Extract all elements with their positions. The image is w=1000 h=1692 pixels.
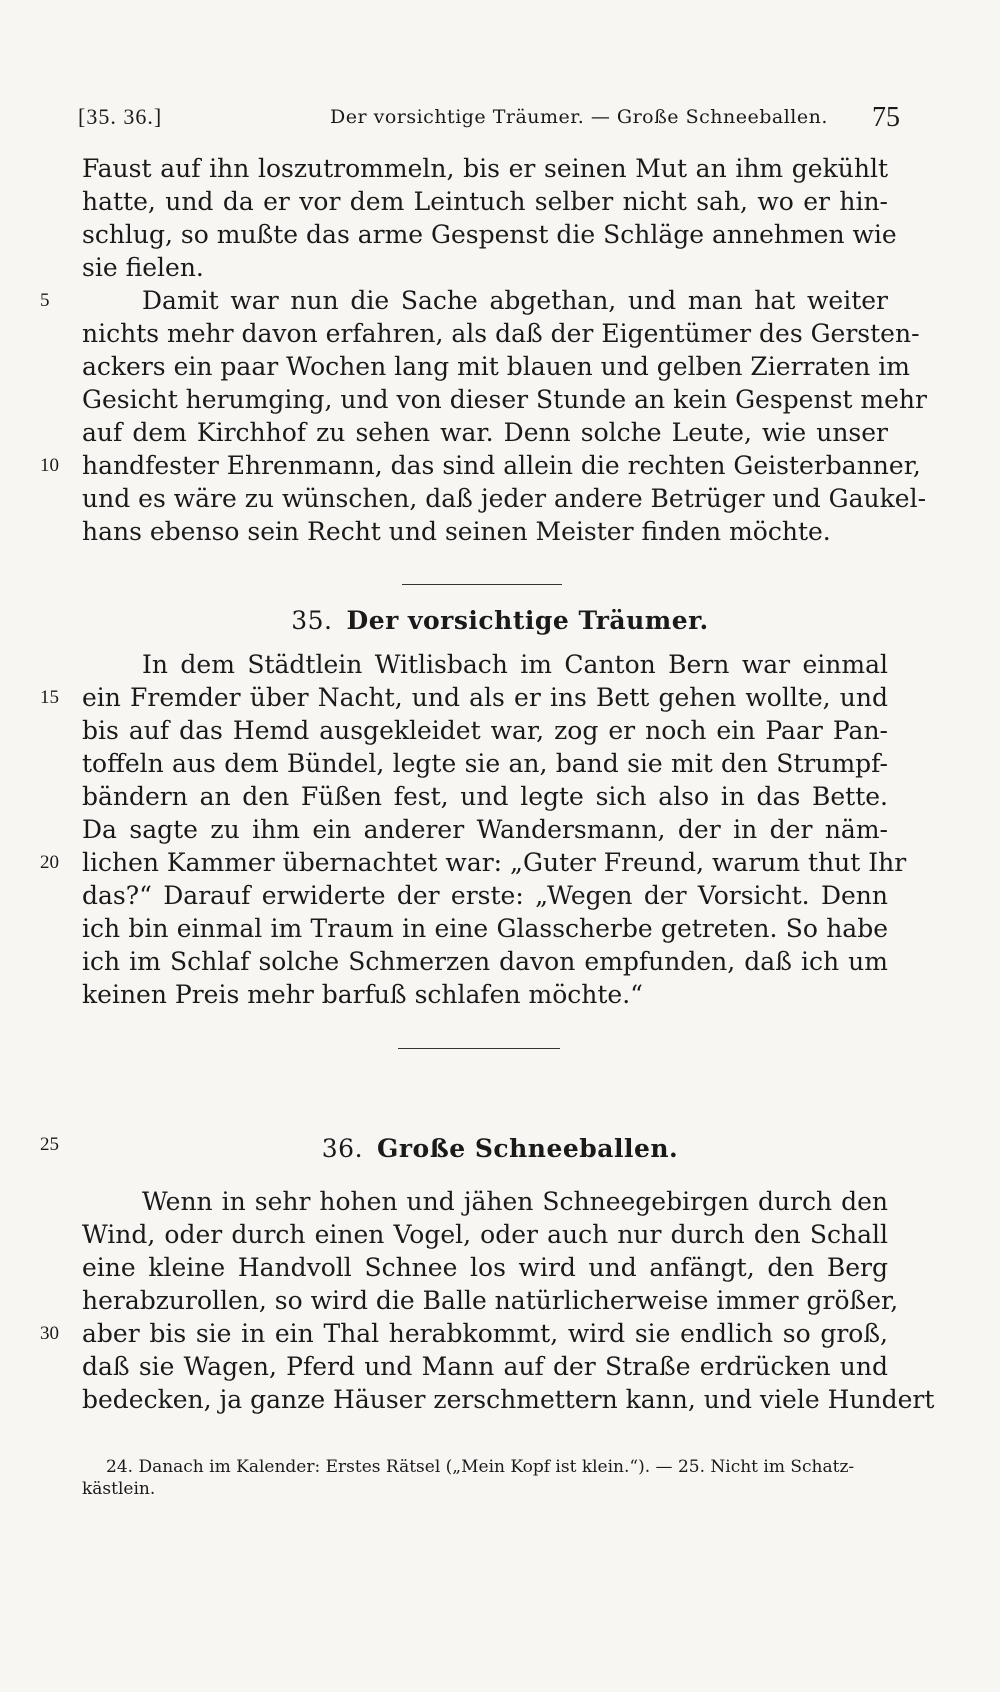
- text-line: daß sie Wagen, Pferd und Mann auf der Straße erdrücken und: [82, 1352, 888, 1381]
- text-line: Wenn in sehr hohen und jähen Schneegebirgen durch den: [142, 1187, 888, 1216]
- line-number: 10: [40, 455, 59, 476]
- section-reference: [35. 36.]: [78, 104, 163, 129]
- text-line: aber bis sie in ein Thal herabkommt, wird sie endlich so groß,: [82, 1319, 888, 1348]
- section-divider: [398, 1048, 560, 1049]
- text-line: ackers ein paar Wochen lang mit blauen und gelben Zierraten im: [82, 352, 910, 381]
- section-35-title: Der vorsichtige Träumer.: [346, 606, 709, 635]
- text-line: Gesicht herumging, und von dieser Stunde an kein Gespenst mehr: [82, 385, 927, 414]
- line-number: 25: [40, 1134, 59, 1155]
- text-line: eine kleine Handvoll Schnee los wird und anfängt, den Berg: [82, 1253, 888, 1282]
- section-divider: [402, 584, 562, 585]
- text-line: herabzurollen, so wird die Balle natürlicherweise immer größer,: [82, 1286, 899, 1315]
- text-line: Da sagte zu ihm ein anderer Wandersmann, der in der näm-: [82, 815, 888, 844]
- text-line: toffeln aus dem Bündel, legte sie an, band sie mit den Strumpf-: [82, 749, 888, 778]
- text-line: In dem Städtlein Witlisbach im Canton Bern war einmal: [142, 650, 888, 679]
- text-line: schlug, so mußte das arme Gespenst die Schläge annehmen wie: [82, 220, 897, 249]
- line-number: 5: [40, 290, 50, 311]
- section-36-heading: [0, 1134, 1000, 1163]
- footnote-line: 24. Danach im Kalender: Erstes Rätsel („Mein Kopf ist klein.“). — 25. Nicht im Schatz-: [106, 1457, 855, 1477]
- text-line: lichen Kammer übernachtet war: „Guter Freund, warum thut Ihr: [82, 848, 907, 877]
- text-line: bedecken, ja ganze Häuser zerschmettern kann, und viele Hundert: [82, 1385, 935, 1414]
- text-line: hatte, und da er vor dem Leintuch selber nicht sah, wo er hin-: [82, 187, 888, 216]
- text-line: und es wäre zu wünschen, daß jeder andere Betrüger und Gaukel-: [82, 484, 927, 513]
- footnote-line: kästlein.: [82, 1479, 156, 1499]
- text-line: bis auf das Hemd ausgekleidet war, zog er noch ein Paar Pan-: [82, 716, 888, 745]
- text-line: ich im Schlaf solche Schmerzen davon empfunden, daß ich um: [82, 947, 888, 976]
- text-line: Damit war nun die Sache abgethan, und man hat weiter: [142, 286, 888, 315]
- page-header: [78, 98, 900, 138]
- text-line: sie fielen.: [82, 253, 204, 282]
- text-line: auf dem Kirchhof zu sehen war. Denn solche Leute, wie unser: [82, 418, 888, 447]
- text-line: nichts mehr davon erfahren, als daß der Eigentümer des Gersten-: [82, 319, 920, 348]
- line-number: 15: [40, 687, 59, 708]
- text-line: keinen Preis mehr barfuß schlafen möchte.“: [82, 980, 643, 1009]
- text-line: hans ebenso sein Recht und seinen Meister finden möchte.: [82, 517, 831, 546]
- page-number: 75: [872, 102, 900, 133]
- section-36-title: Große Schneeballen.: [377, 1134, 679, 1163]
- section-35-number: 35.: [291, 606, 333, 635]
- text-line: ein Fremder über Nacht, und als er ins Bett gehen wollte, und: [82, 683, 888, 712]
- text-line: handfester Ehrenmann, das sind allein die rechten Geisterbanner,: [82, 451, 921, 480]
- text-line: bändern an den Füßen fest, und legte sich also in das Bette.: [82, 782, 888, 811]
- line-number: 20: [40, 852, 59, 873]
- running-title: Der vorsichtige Träumer. — Große Schneeballen.: [330, 106, 828, 128]
- section-35-heading: [0, 606, 1000, 635]
- section-36-number: 36.: [321, 1134, 364, 1163]
- footnote: [82, 1456, 888, 1500]
- text-line: Faust auf ihn loszutrommeln, bis er seinen Mut an ihm gekühlt: [82, 154, 888, 183]
- text-line: Wind, oder durch einen Vogel, oder auch nur durch den Schall: [82, 1220, 888, 1249]
- line-number: 30: [40, 1323, 59, 1344]
- text-line: das?“ Darauf erwiderte der erste: „Wegen der Vorsicht. Denn: [82, 881, 888, 910]
- text-line: ich bin einmal im Traum in eine Glasscherbe getreten. So habe: [82, 914, 888, 943]
